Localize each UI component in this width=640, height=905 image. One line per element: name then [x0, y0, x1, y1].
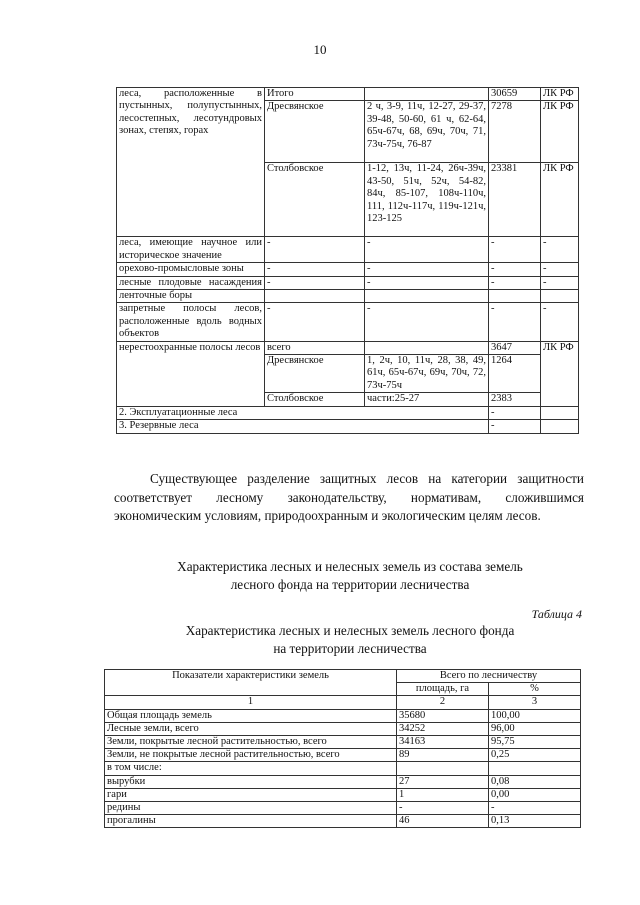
column-number: 1 — [105, 696, 397, 709]
area-cell: 2383 — [489, 393, 541, 406]
indicator-header: Показатели характеристики земель — [105, 670, 397, 696]
table-row — [117, 341, 579, 354]
place-cell: всего — [265, 341, 365, 354]
percent-cell: 0,00 — [489, 788, 581, 801]
category-cell: запретные полосы лесов, расположенные вдоль водных объектов — [117, 303, 265, 341]
area-cell: 27 — [397, 775, 489, 788]
table-row — [117, 276, 579, 289]
area-cell: 30659 — [489, 88, 541, 101]
area-cell: - — [489, 276, 541, 289]
table-row — [105, 775, 581, 788]
indicator-cell: Земли, покрытые лесной растительностью, всего — [105, 736, 397, 749]
section-heading — [100, 558, 600, 594]
category-cell: 3. Резервные леса — [117, 420, 489, 433]
basis-cell: - — [541, 237, 579, 263]
area-cell — [489, 290, 541, 303]
basis-cell: - — [541, 276, 579, 289]
percent-cell: 100,00 — [489, 709, 581, 722]
page-number: 10 — [313, 42, 327, 57]
category-cell: леса, имеющие научное или историческое значение — [117, 237, 265, 263]
header-row — [105, 670, 581, 683]
land-characteristics-table — [104, 669, 581, 828]
table-title — [100, 622, 600, 658]
quarters-cell — [365, 88, 489, 101]
indicator-cell: Общая площадь земель — [105, 709, 397, 722]
category-cell: лесные плодовые насаждения — [117, 276, 265, 289]
quarters-cell: 1, 2ч, 10, 11ч, 28, 38, 49, 61ч, 65ч-67ч, 69ч, 70ч, 72, 73ч-75ч — [365, 355, 489, 393]
quarters-cell: 1-12, 13ч, 11-24, 26ч-39ч, 43-50, 51ч, 52ч, 54-82, 84ч, 85-107, 108ч-110ч, 111, 112ч-117ч, 119ч-121ч, 123-125 — [365, 163, 489, 237]
percent-cell: 0,25 — [489, 749, 581, 762]
table-row — [117, 88, 579, 101]
indicator-cell: гари — [105, 788, 397, 801]
percent-cell: 0,08 — [489, 775, 581, 788]
table-row — [105, 709, 581, 722]
area-cell: - — [489, 303, 541, 341]
area-cell: - — [489, 263, 541, 276]
category-cell: 2. Эксплуатационные леса — [117, 406, 489, 419]
place-cell: Итого — [265, 88, 365, 101]
quarters-cell: - — [365, 276, 489, 289]
area-header: площадь, га — [397, 683, 489, 696]
basis-cell: - — [541, 303, 579, 341]
table-row — [117, 290, 579, 303]
area-cell: 34163 — [397, 736, 489, 749]
area-cell: 1264 — [489, 355, 541, 393]
basis-cell: ЛК РФ — [541, 101, 579, 163]
heading-line: лесного фонда на территории лесничества — [230, 577, 470, 592]
area-cell: 7278 — [489, 101, 541, 163]
indicator-cell: вырубки — [105, 775, 397, 788]
area-cell — [397, 762, 489, 775]
column-number: 2 — [397, 696, 489, 709]
area-cell: 34252 — [397, 722, 489, 735]
protective-forests-table — [116, 87, 579, 434]
basis-cell — [541, 420, 579, 433]
indicator-cell: Лесные земли, всего — [105, 722, 397, 735]
place-cell: - — [265, 263, 365, 276]
indicator-cell: в том числе: — [105, 762, 397, 775]
total-header: Всего по лесничеству — [397, 670, 581, 683]
category-cell: ленточные боры — [117, 290, 265, 303]
quarters-cell — [365, 341, 489, 354]
heading-line: Характеристика лесных и нелесных земель лесного фонда — [185, 623, 515, 638]
indicator-cell: прогалины — [105, 815, 397, 828]
indicator-cell: Земли, не покрытые лесной растительностью, всего — [105, 749, 397, 762]
place-cell: Столбовское — [265, 393, 365, 406]
place-cell: - — [265, 237, 365, 263]
place-cell: - — [265, 303, 365, 341]
area-cell: - — [397, 802, 489, 815]
percent-cell: 96,00 — [489, 722, 581, 735]
quarters-cell: - — [365, 303, 489, 341]
basis-cell: - — [541, 263, 579, 276]
column-numbers-row — [105, 696, 581, 709]
quarters-cell — [365, 290, 489, 303]
category-cell: орехово-промысловые зоны — [117, 263, 265, 276]
area-cell: - — [489, 420, 541, 433]
area-cell: 3647 — [489, 341, 541, 354]
table-row — [105, 788, 581, 801]
basis-cell — [541, 290, 579, 303]
body-paragraph: Существующее разделение защитных лесов на категории защитности соответствует лесному законодательству, нормативам, сложившимся экономическим условиям, природоохранным и экологическим целям лесов. — [114, 471, 584, 523]
quarters-cell: - — [365, 237, 489, 263]
category-cell: леса, расположенные в пустынных, полупустынных, лесостепных, лесотундровых зонах, степях, горах — [117, 88, 265, 237]
place-cell: Столбовское — [265, 163, 365, 237]
table-row — [117, 406, 579, 419]
area-cell: 1 — [397, 788, 489, 801]
heading-line: на территории лесничества — [273, 641, 427, 656]
table-row — [105, 762, 581, 775]
basis-cell: ЛК РФ — [541, 163, 579, 237]
place-cell: - — [265, 276, 365, 289]
area-cell: - — [489, 406, 541, 419]
area-cell: 89 — [397, 749, 489, 762]
percent-cell: - — [489, 802, 581, 815]
area-cell: 46 — [397, 815, 489, 828]
table-row — [105, 802, 581, 815]
table-row — [117, 420, 579, 433]
area-cell: - — [489, 237, 541, 263]
place-cell: Дресвянское — [265, 355, 365, 393]
table-row — [117, 303, 579, 341]
table-row — [105, 722, 581, 735]
quarters-cell: 2 ч, 3-9, 11ч, 12-27, 29-37, 39-48, 50-60, 61 ч, 62-64, 65ч-67ч, 68, 69ч, 70ч, 71, 73ч-75ч, 76-87 — [365, 101, 489, 163]
table-label: Таблица 4 — [531, 607, 582, 621]
basis-cell: ЛК РФ — [541, 88, 579, 101]
area-cell: 35680 — [397, 709, 489, 722]
table-row — [105, 736, 581, 749]
table-row — [117, 237, 579, 263]
table-row — [105, 815, 581, 828]
quarters-cell: - — [365, 263, 489, 276]
percent-cell: 0,13 — [489, 815, 581, 828]
category-cell: нерестоохранные полосы лесов — [117, 341, 265, 406]
indicator-cell: редины — [105, 802, 397, 815]
basis-cell: ЛК РФ — [541, 341, 579, 406]
percent-cell: 95,75 — [489, 736, 581, 749]
table-row — [117, 263, 579, 276]
table-row — [105, 749, 581, 762]
area-cell: 23381 — [489, 163, 541, 237]
percent-cell — [489, 762, 581, 775]
quarters-cell: части:25-27 — [365, 393, 489, 406]
percent-header: % — [489, 683, 581, 696]
place-cell: Дресвянское — [265, 101, 365, 163]
place-cell — [265, 290, 365, 303]
column-number: 3 — [489, 696, 581, 709]
heading-line: Характеристика лесных и нелесных земель из состава земель — [177, 559, 523, 574]
basis-cell — [541, 406, 579, 419]
